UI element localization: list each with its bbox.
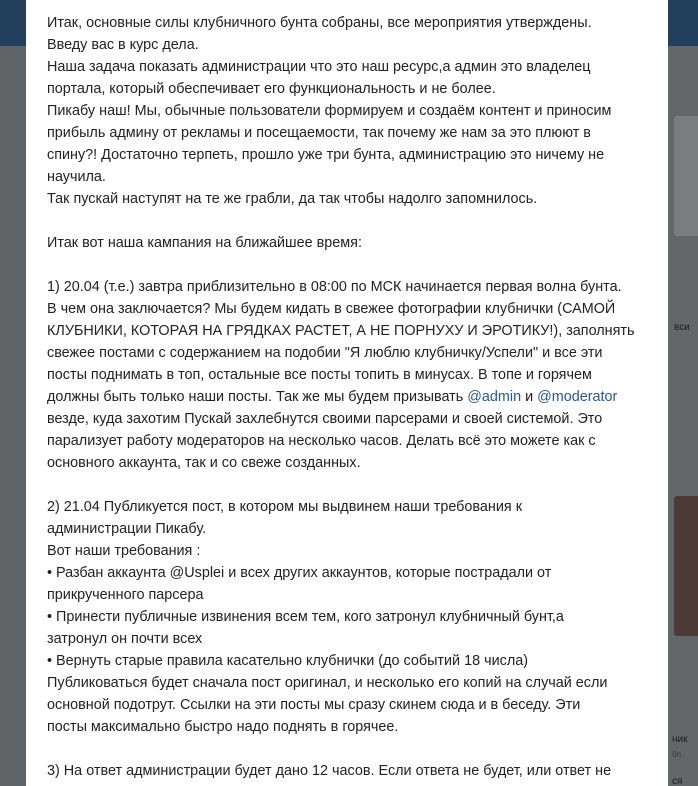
backdrop-left — [0, 46, 26, 786]
post-viewer-panel — [26, 0, 668, 786]
post-line: затронул он почти всех — [47, 631, 203, 647]
post-line: Итак, основные силы клубничного бунта собраны, все мероприятия утверждены. — [47, 15, 592, 31]
post-line: посты поднимать в топ, остальные все посты топить в минусах. В топе и горячем — [47, 367, 592, 383]
post-line: свежее постами с содержанием на подобии "Я люблю клубничку/Успели" и все эти — [47, 345, 603, 361]
post-line: Вот наши требования : — [47, 543, 201, 559]
post-line: парализует работу модераторов на несколько часов. Делать всё это можете как с — [47, 433, 596, 449]
post-line: основного аккаунта, так и со свеже созданных. — [47, 455, 361, 471]
paragraph-gap — [47, 474, 657, 496]
post-line: основной подотрут. Ссылки на эти посты мы сразу скинем сюда и в беседу. Эти — [47, 697, 581, 713]
mention-joiner: и — [521, 389, 538, 405]
post-line: Пикабу наш! Мы, обычные пользователи формируем и создаём контент и приносим — [47, 103, 612, 119]
post-line: Наша задача показать администрации что это наш ресурс,а админ это владелец — [47, 59, 591, 75]
paragraph-gap — [47, 738, 657, 760]
post-line: Так пускай наступят на те же грабли, да так чтобы надолго запомнилось. — [47, 191, 538, 207]
backdrop-fragment: вси — [674, 322, 690, 333]
backdrop-right — [668, 46, 698, 786]
mention-moderator-link[interactable]: @moderator — [537, 389, 618, 405]
post-line: посты максимально быстро надо поднять в горячее. — [47, 719, 399, 735]
paragraph-gap — [47, 210, 657, 232]
paragraph-gap — [47, 254, 657, 276]
post-line — [47, 386, 657, 408]
post-line: Публиковаться будет сначала пост оригинал, и несколько его копий на случай если — [47, 675, 608, 691]
post-line: 3) На ответ администрации будет дано 12 часов. Если ответа не будет, или ответ не — [47, 763, 612, 779]
post-line: 1) 20.04 (т.е.) завтра приблизительно в 08:00 по МСК начинается первая волна бунта. — [47, 279, 622, 295]
backdrop-fragment: бп — [672, 750, 681, 759]
post-line: • Разбан аккаунта @Usplei и всех других аккаунтов, которые пострадали от — [47, 565, 552, 581]
post-line-text: должны быть только наши посты. Так же мы будем призывать — [47, 389, 468, 405]
post-line: В чем она заключается? Мы будем кидать в свежее фотографии клубнички (САМОЙ — [47, 301, 616, 317]
post-line: КЛУБНИКИ, КОТОРАЯ НА ГРЯДКАХ РАСТЕТ, А НЕ ПОРНУХУ И ЭРОТИКУ!), заполнять — [47, 323, 635, 339]
backdrop-image — [674, 116, 698, 236]
post-line: везде, куда захотим Пускай захлебнутся своими парсерами и своей системой. Это — [47, 411, 603, 427]
mention-admin-link[interactable]: @admin — [467, 389, 522, 405]
post-line: • Принести публичные извинения всем тем, кого затронул клубничный бунт,а — [47, 609, 564, 625]
post-line: спину?! Достаточно терпеть, прошло уже три бунта, администрацию это ничему не — [47, 147, 605, 163]
post-line: прикрученного парсера — [47, 587, 204, 603]
post-text — [47, 12, 657, 782]
post-line: портала, который обеспечивает его функциональность и не более. — [47, 81, 496, 97]
backdrop-fragment: ся — [672, 776, 683, 786]
post-line: • Вернуть старые правила касательно клубнички (до событий 18 числа) — [47, 653, 529, 669]
backdrop-fragment: ник — [672, 734, 688, 745]
backdrop-image — [674, 496, 698, 636]
post-line: Введу вас в курс дела. — [47, 37, 199, 53]
post-line: Итак вот наша кампания на ближайшее время: — [47, 235, 362, 251]
post-line: прибыль админу от рекламы и посещаемости, так почему же нам за это плюют в — [47, 125, 591, 141]
post-line: 2) 21.04 Публикуется пост, в котором мы выдвинем наши требования к — [47, 499, 522, 515]
post-line: научила. — [47, 169, 106, 185]
post-line: администрации Пикабу. — [47, 521, 207, 537]
